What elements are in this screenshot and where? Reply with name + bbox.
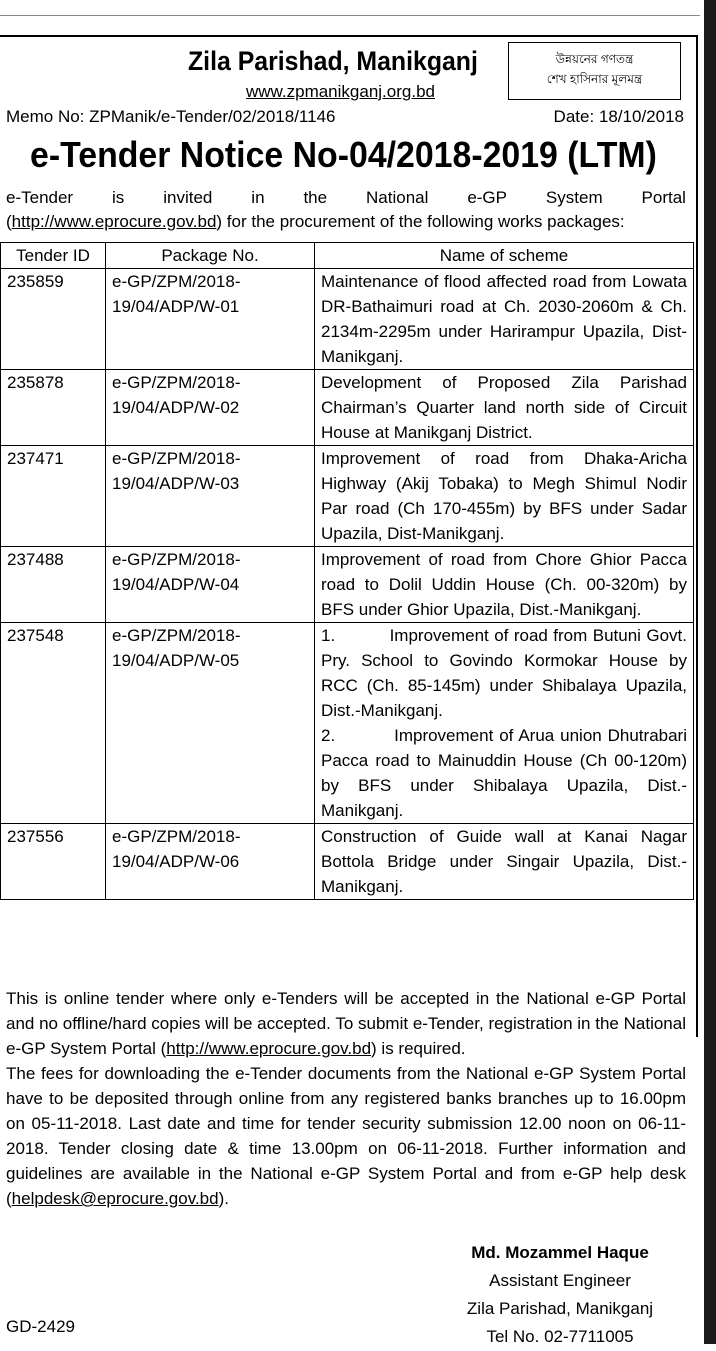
table-row <box>1 446 694 547</box>
scheme-name <box>315 824 694 900</box>
signatory-tel: Tel No. 02-7711005 <box>486 1327 634 1346</box>
package-no <box>106 446 315 547</box>
tender-id: 237556 <box>1 824 106 900</box>
scheme-name <box>315 446 694 547</box>
package-no <box>106 370 315 446</box>
notice-date: Date: 18/10/2018 <box>553 107 684 126</box>
slogan-line-1: উন্নয়নের গণতন্ত্র <box>555 52 634 66</box>
website-link[interactable]: www.zpmanikganj.org.bd <box>246 82 435 101</box>
package-line: 19/04/ADP/W-03 <box>112 474 240 493</box>
package-no <box>106 269 315 370</box>
signatory-designation: Assistant Engineer <box>489 1271 631 1290</box>
top-divider <box>0 15 700 16</box>
eprocure-link[interactable]: http://www.eprocure.gov.bd <box>166 1039 372 1058</box>
table-row <box>1 547 694 623</box>
package-line: e-GP/ZPM/2018- <box>112 449 241 468</box>
scheme-text: Maintenance of flood affected road from Lowata DR-Bathaimuri road at Ch. 2030-2060m & Ch. 2134m-2295m under Harirampur Upazila, Dist-Manikganj. <box>321 272 687 366</box>
terms-text <box>6 986 686 1211</box>
scheme-name <box>315 623 694 824</box>
package-line: 19/04/ADP/W-04 <box>112 575 240 594</box>
eprocure-link[interactable]: http://www.eprocure.gov.bd <box>11 212 217 231</box>
header-package-no: Package No. <box>106 243 315 269</box>
scan-edge-bar <box>704 0 716 1344</box>
gd-number: GD-2429 <box>6 1317 75 1336</box>
scheme-text: Improvement of road from Dhaka-Aricha Highway (Akij Tobaka) to Megh Shimul Nodir Par road (Ch 170-455m) by BFS under Sadar Upazila, Dist-Manikganj. <box>321 449 687 543</box>
package-line: e-GP/ZPM/2018- <box>112 550 241 569</box>
helpdesk-email-link[interactable]: helpdesk@eprocure.gov.bd <box>11 1189 219 1208</box>
intro-word: invited <box>163 188 213 207</box>
notice-title: e-Tender Notice No-04/2018-2019 (LTM) <box>30 134 657 175</box>
scheme-text: Construction of Guide wall at Kanai Nagar Bottola Bridge under Singair Upazila, Dist.-Manikganj. <box>321 827 687 896</box>
package-no <box>106 623 315 824</box>
intro-word: is <box>112 188 125 207</box>
scheme-name <box>315 547 694 623</box>
intro-paren: ( <box>6 212 12 231</box>
package-line: 19/04/ADP/W-01 <box>112 297 240 316</box>
intro-line-1 <box>6 186 686 210</box>
table-row <box>1 623 694 824</box>
intro-word: System <box>545 188 603 207</box>
table-row <box>1 370 694 446</box>
signature-block <box>450 1239 670 1351</box>
intro-word: National <box>366 188 429 207</box>
scheme-name <box>315 269 694 370</box>
intro-word: Portal <box>641 188 686 207</box>
signatory-office: Zila Parishad, Manikganj <box>466 1299 654 1318</box>
intro-paragraph <box>6 186 686 234</box>
table-header-row <box>1 243 694 269</box>
tender-id: 235878 <box>1 370 106 446</box>
scheme-item-2: 2. Improvement of Arua union Dhutrabari Pacca road to Mainuddin House (Ch 00-120m) by BFS under Shibalaya Upazila, Dist.-Manikganj. <box>321 726 692 820</box>
scheme-text: Improvement of road from Chore Ghior Pacca road to Dolil Uddin House (Ch. 00-320m) by BFS under Ghior Upazila, Dist.-Manikganj. <box>321 550 687 619</box>
office-title: Zila Parishad, Manikganj <box>188 46 478 76</box>
terms-paragraph-2 <box>6 1061 686 1211</box>
package-line: e-GP/ZPM/2018- <box>112 626 241 645</box>
scheme-name <box>315 370 694 446</box>
scheme-text: Development of Proposed Zila Parishad Chairman’s Quarter land north side of Circuit House at Manikganj District. <box>321 373 687 442</box>
table-row <box>1 269 694 370</box>
header-tender-id: Tender ID <box>1 243 106 269</box>
package-line: 19/04/ADP/W-06 <box>112 852 240 871</box>
tender-id: 237488 <box>1 547 106 623</box>
intro-text: ) for the procurement of the following works packages: <box>216 212 625 231</box>
tender-table <box>0 242 694 900</box>
intro-word: e-GP <box>467 188 507 207</box>
package-line: 19/04/ADP/W-05 <box>112 651 240 670</box>
terms-text-part: ). <box>218 1189 229 1208</box>
package-line: 19/04/ADP/W-02 <box>112 398 240 417</box>
terms-paragraph-1 <box>6 986 686 1061</box>
tender-id: 235859 <box>1 269 106 370</box>
intro-word: e-Tender <box>6 188 74 207</box>
package-line: e-GP/ZPM/2018- <box>112 373 241 392</box>
package-no <box>106 824 315 900</box>
intro-line-2 <box>6 210 686 234</box>
slogan-box <box>508 42 681 100</box>
terms-text-part: ) is required. <box>371 1039 466 1058</box>
intro-word: in <box>251 188 265 207</box>
memo-number: Memo No: ZPManik/e-Tender/02/2018/1146 <box>6 107 336 126</box>
tender-id: 237471 <box>1 446 106 547</box>
tender-id: 237548 <box>1 623 106 824</box>
header-scheme: Name of scheme <box>315 243 694 269</box>
signatory-name: Md. Mozammel Haque <box>471 1243 649 1262</box>
slogan-line-2: শেখ হাসিনার মূলমন্ত্র <box>546 72 643 86</box>
package-line: e-GP/ZPM/2018- <box>112 272 241 291</box>
terms-text-part: The fees for downloading the e-Tender documents from the National e-GP System Portal have to be deposited through online from any registered banks branches up to 16.00pm on 05-11-2018. Last date and time for tender security submission 12.00 noon on 06-11-2018. Tender closing date & time 13.00pm on 06-11-2018. Further information and guidelines are available in the National e-GP System Portal and from e-GP help desk ( <box>6 1064 686 1208</box>
scheme-item-1: 1. Improvement of road from Butuni Govt. Pry. School to Govindo Kormokar House by RCC (Ch. 85-145m) under Shibalaya Upazila, Dist.-Manikganj. <box>321 626 692 720</box>
intro-word: the <box>303 188 328 207</box>
package-line: e-GP/ZPM/2018- <box>112 827 241 846</box>
package-no <box>106 547 315 623</box>
table-row <box>1 824 694 900</box>
terms-text-part: This is online tender where only e-Tenders will be accepted in the National e-GP Portal and no offline/hard copies will be accepted. To submit e-Tender, registration in the National e-GP System Portal ( <box>6 989 686 1058</box>
